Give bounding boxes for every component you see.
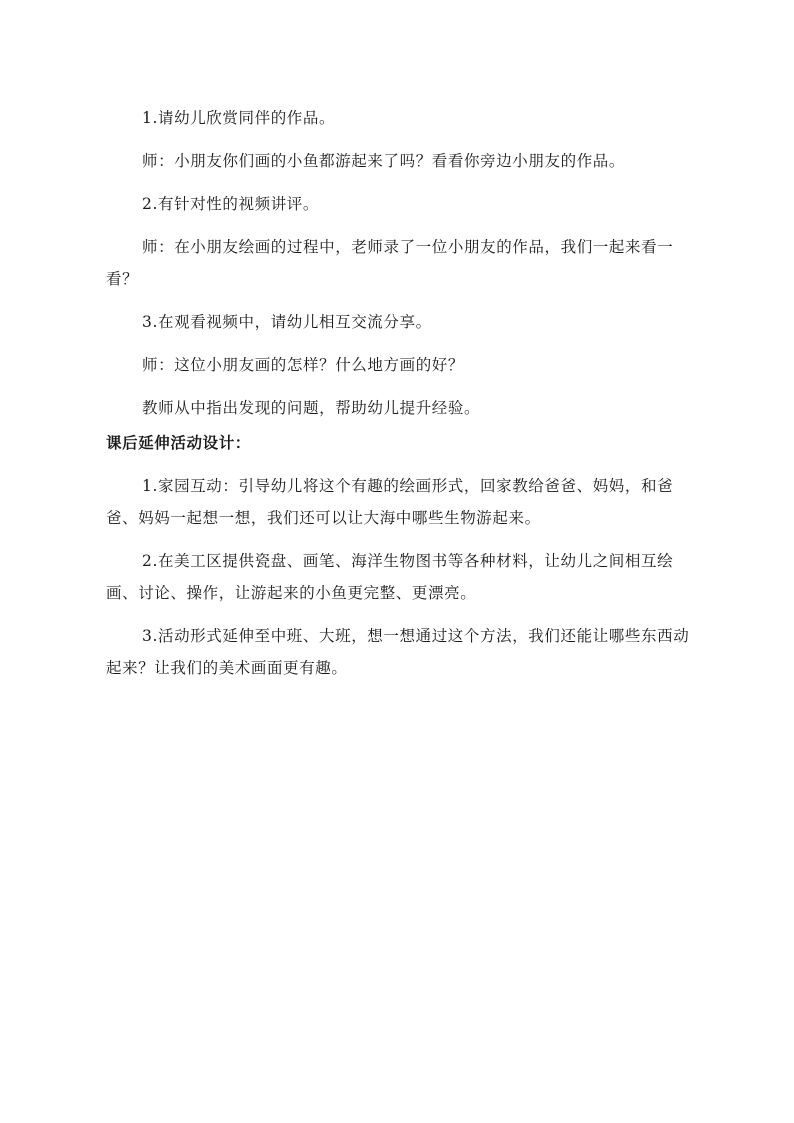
paragraph-watch-video-share: 3.在观看视频中，请幼儿相互交流分享。 xyxy=(142,313,432,331)
list-item-home-school: 1.家园互动：引导幼儿将这个有趣的绘画形式，回家教给爸爸、妈妈，和爸爸、妈妈一起想一想，我们还可以让大海中哪些生物游起来。 xyxy=(106,477,674,527)
paragraph-teacher-recorded-work: 师：在小朋友绘画的过程中，老师录了一位小朋友的作品，我们一起来看一看？ xyxy=(106,238,674,288)
list-item-art-corner: 2.在美工区提供瓷盘、画笔、海洋生物图书等各种材料，让幼儿之间相互绘画、讨论、操作，让游起来的小鱼更完整、更漂亮。 xyxy=(106,552,674,602)
section-heading-extension: 课后延伸活动设计： xyxy=(106,434,251,452)
paragraph-teacher-how-drawn: 师：这位小朋友画的怎样？什么地方画的好？ xyxy=(142,356,465,374)
paragraph-appreciate-peer-work: 1.请幼儿欣赏同伴的作品。 xyxy=(142,109,336,127)
paragraph-video-review: 2.有针对性的视频讲评。 xyxy=(142,195,319,213)
document-body xyxy=(106,102,692,684)
paragraph-teacher-points-out: 教师从中指出发现的问题，帮助幼儿提升经验。 xyxy=(142,399,481,417)
paragraph-teacher-question-fish: 师：小朋友你们画的小鱼都游起来了吗？看看你旁边小朋友的作品。 xyxy=(142,152,626,170)
list-item-extend-classes: 3.活动形式延伸至中班、大班，想一想通过这个方法，我们还能让哪些东西动起来？让我们的美术画面更有趣。 xyxy=(106,627,690,677)
